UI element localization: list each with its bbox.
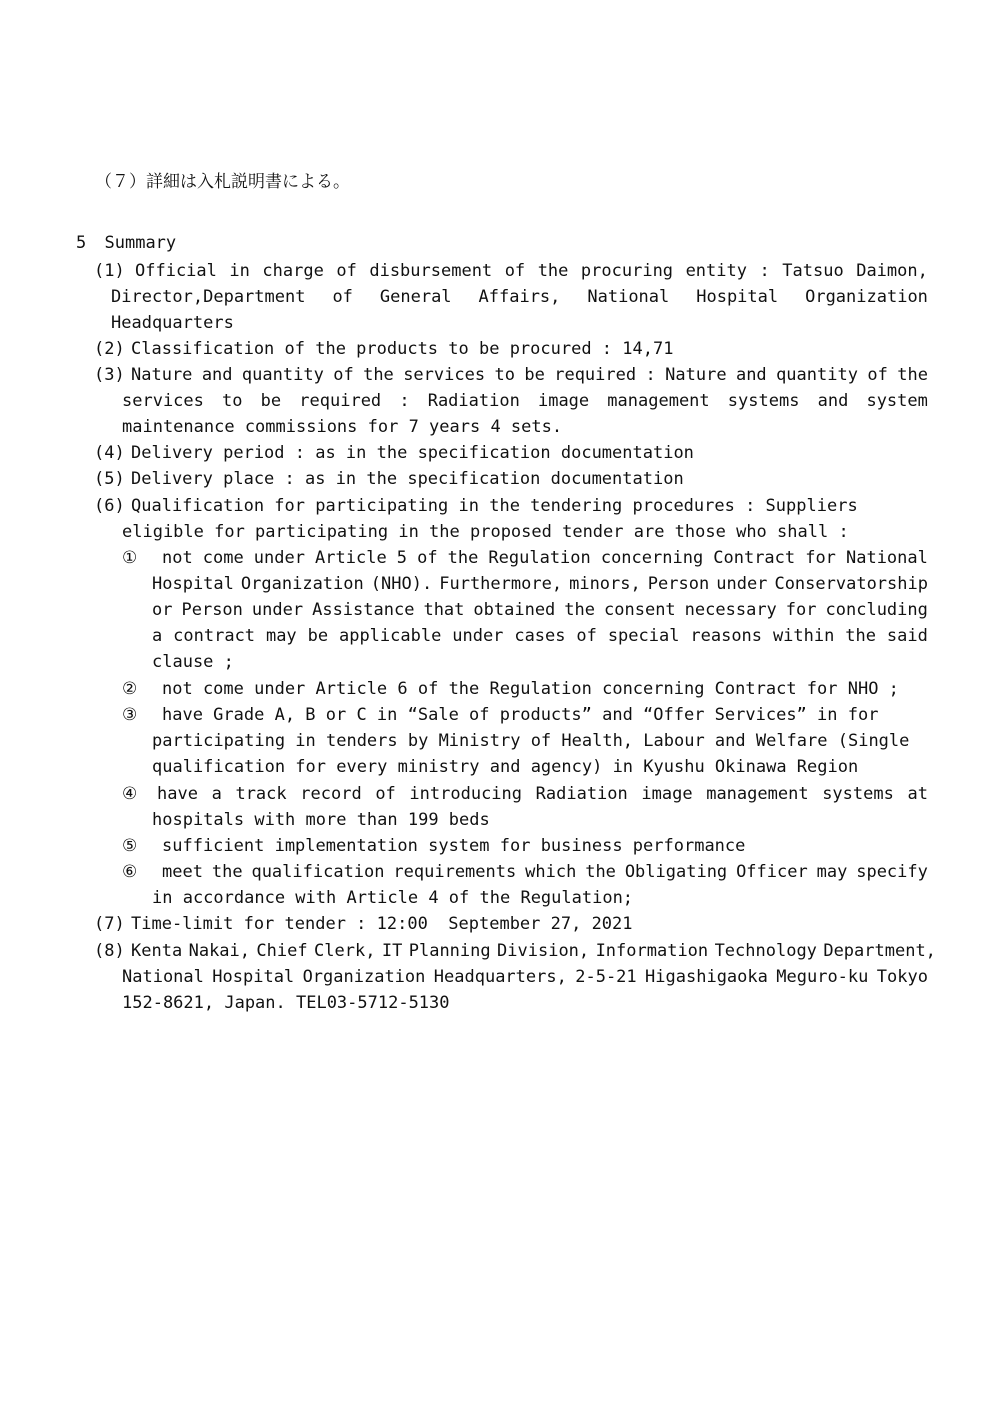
- word: introducing: [409, 784, 523, 804]
- sub-item-2-text: not come under Article 6 of the Regulation concerning Contract for NHO ;: [162, 679, 899, 699]
- word: Contract: [713, 548, 796, 568]
- word: obtained: [473, 600, 556, 620]
- word: the: [845, 626, 876, 646]
- sub-item-3-line-1: have Grade A, B or C in “Sale of products” and “Offer Services” in for: [162, 705, 879, 725]
- sub-item-3-line-3: qualification for every ministry and agency) in Kyushu Okinawa Region: [152, 757, 859, 777]
- section-heading: [76, 230, 1000, 256]
- word: National: [122, 967, 204, 987]
- word: Article: [315, 548, 387, 568]
- item-2-number: (2): [94, 339, 125, 359]
- word: necessary: [684, 600, 777, 620]
- word: Meguro-ku: [776, 967, 869, 987]
- word: under: [452, 626, 504, 646]
- word: Nature: [665, 365, 727, 385]
- word: National: [845, 548, 928, 568]
- word: of: [332, 287, 353, 307]
- word: Tokyo: [876, 967, 928, 987]
- word: Regulation: [488, 548, 591, 568]
- word: (NHO).: [370, 574, 433, 594]
- word: required: [554, 365, 637, 385]
- word: Tatsuo: [782, 261, 844, 281]
- word: the: [585, 862, 616, 882]
- word: Nakai,: [188, 941, 251, 961]
- word: for: [805, 548, 836, 568]
- word: Radiation: [427, 391, 520, 411]
- word: Radiation: [535, 784, 628, 804]
- word: qualification: [251, 862, 385, 882]
- word: come: [202, 548, 244, 568]
- word: may: [816, 862, 848, 882]
- word: the: [447, 548, 479, 568]
- word: General: [379, 287, 452, 307]
- word: under: [251, 600, 304, 620]
- word: Organization: [302, 967, 426, 987]
- word: Furthermore,: [439, 574, 563, 594]
- word: requirements: [393, 862, 517, 882]
- item-6-line-1: Qualification for participating in the tendering procedures : Suppliers: [131, 496, 858, 516]
- word: at: [907, 784, 928, 804]
- word: a: [211, 784, 222, 804]
- word: the: [211, 862, 243, 882]
- word: within: [772, 626, 835, 646]
- word: entity: [685, 261, 747, 281]
- word: of: [417, 548, 438, 568]
- word: to: [222, 391, 243, 411]
- word: not: [162, 548, 193, 568]
- word: Organization: [240, 574, 364, 594]
- sub-item-4-marker: ④: [122, 784, 138, 804]
- word: required: [299, 391, 382, 411]
- word: consent: [604, 600, 676, 620]
- word: Officer: [736, 862, 808, 882]
- word: Conservatorship: [774, 574, 928, 594]
- word: contract: [173, 626, 256, 646]
- item-8-number: (8): [94, 941, 125, 961]
- item-2-text: Classification of the products to be procured : 14,71: [131, 339, 674, 359]
- sub-item-1-line-2: [152, 571, 928, 597]
- word: 2-5-21: [575, 967, 637, 987]
- word: a: [152, 626, 163, 646]
- sub-item-6-line-1: [162, 859, 928, 885]
- word: :: [759, 261, 770, 281]
- item-1-number: (1): [94, 261, 125, 281]
- word: Affairs,: [478, 287, 561, 307]
- word: of: [867, 365, 888, 385]
- item-7-number: (7): [94, 914, 125, 934]
- word: Kenta: [131, 941, 183, 961]
- sub-item-5-text: sufficient implementation system for business performance: [162, 836, 746, 856]
- word: Obligating: [624, 862, 728, 882]
- item-3-line-3: maintenance commissions for 7 years 4 sets.: [122, 417, 563, 437]
- word: quantity: [241, 365, 324, 385]
- word: Headquarters,: [433, 967, 567, 987]
- word: and: [735, 365, 767, 385]
- word: Planning: [408, 941, 491, 961]
- word: of: [504, 261, 526, 281]
- word: have: [157, 784, 198, 804]
- word: minors,: [569, 574, 641, 594]
- word: Division,: [497, 941, 590, 961]
- word: disbursement: [369, 261, 493, 281]
- word: Person: [647, 574, 710, 594]
- item-5-text: Delivery place : as in the specification documentation: [131, 469, 684, 489]
- sub-item-5-marker: ⑤: [122, 836, 138, 856]
- word: which: [525, 862, 577, 882]
- item-3-line-1: [131, 362, 928, 388]
- word: IT: [381, 941, 403, 961]
- sub-item-4-line-2: hospitals with more than 199 beds: [152, 810, 490, 830]
- word: system: [866, 391, 928, 411]
- word: of: [336, 261, 357, 281]
- word: may: [265, 626, 297, 646]
- item-4-text: Delivery period : as in the specification documentation: [131, 443, 694, 463]
- word: quantity: [776, 365, 858, 385]
- word: Hospital: [696, 287, 779, 307]
- word: applicable: [338, 626, 442, 646]
- word: concerning: [600, 548, 704, 568]
- word: be: [524, 365, 545, 385]
- item-8-line-3: 152-8621, Japan. TEL03-5712-5130: [122, 993, 450, 1013]
- word: of: [576, 626, 597, 646]
- item-4-number: (4): [94, 443, 125, 463]
- word: management: [607, 391, 710, 411]
- item-1-line-3: Headquarters: [111, 313, 234, 333]
- item-5-number: (5): [94, 469, 125, 489]
- word: under: [716, 574, 768, 594]
- item-1-line-2: [111, 284, 928, 310]
- sub-item-6-line-2: in accordance with Article 4 of the Regulation;: [152, 888, 634, 908]
- word: Assistance: [312, 600, 415, 620]
- word: Hospital: [212, 967, 295, 987]
- section-title: Summary: [104, 233, 177, 253]
- section-number: 5: [76, 233, 87, 253]
- word: image: [641, 784, 693, 804]
- item-3-line-2: [122, 388, 928, 414]
- item-8-line-2: [122, 964, 928, 990]
- sub-item-1-line-3: [152, 597, 928, 623]
- word: Person: [181, 600, 243, 620]
- word: said: [886, 626, 928, 646]
- word: procuring: [580, 261, 674, 281]
- word: Department,: [823, 941, 936, 961]
- word: Daimon,: [856, 261, 928, 281]
- sub-item-1-line-1: [162, 545, 928, 571]
- word: record: [300, 784, 362, 804]
- item-6-number: (6): [94, 496, 125, 516]
- word: in: [229, 261, 250, 281]
- sub-item-6-marker: ⑥: [122, 862, 138, 882]
- word: of: [375, 784, 396, 804]
- word: that: [423, 600, 465, 620]
- word: Clerk,: [314, 941, 376, 961]
- word: Official: [135, 261, 217, 281]
- word: to: [494, 365, 515, 385]
- item-8-line-1: [131, 938, 936, 964]
- item-1-line-1: [135, 258, 928, 284]
- word: Organization: [805, 287, 928, 307]
- word: systems: [727, 391, 800, 411]
- sub-item-1-line-5: clause ;: [152, 652, 234, 672]
- word: Nature: [131, 365, 193, 385]
- word: reasons: [690, 626, 763, 646]
- word: image: [537, 391, 590, 411]
- sub-item-1-marker: ①: [122, 548, 138, 568]
- word: the: [537, 261, 569, 281]
- word: :: [399, 391, 410, 411]
- word: and: [817, 391, 849, 411]
- word: systems: [822, 784, 894, 804]
- word: special: [607, 626, 680, 646]
- item-6-line-2: eligible for participating in the proposed tender are those who shall :: [122, 522, 849, 542]
- word: Director,Department: [111, 287, 306, 307]
- item-3-number: (3): [94, 365, 125, 385]
- word: management: [706, 784, 809, 804]
- word: Higashigaoka: [645, 967, 768, 987]
- word: 5: [396, 548, 408, 568]
- word: services: [122, 391, 204, 411]
- word: concluding: [825, 600, 928, 620]
- word: Information: [595, 941, 709, 961]
- word: Chief: [256, 941, 308, 961]
- sub-item-4-line-1: [157, 781, 928, 807]
- word: of: [333, 365, 354, 385]
- word: charge: [262, 261, 324, 281]
- word: National: [587, 287, 670, 307]
- word: the: [363, 365, 394, 385]
- item-7-text: Time-limit for tender : 12:00 September 27, 2021: [131, 914, 633, 934]
- word: or: [152, 600, 173, 620]
- word: meet: [162, 862, 203, 882]
- word: under: [253, 548, 305, 568]
- word: Hospital: [152, 574, 234, 594]
- word: services: [403, 365, 486, 385]
- sub-item-3-line-2: participating in tenders by Ministry of Health, Labour and Welfare (Single: [152, 731, 910, 751]
- word: be: [260, 391, 282, 411]
- word: track: [235, 784, 287, 804]
- word: specify: [856, 862, 928, 882]
- word: cases: [514, 626, 566, 646]
- word: for: [785, 600, 817, 620]
- word: :: [645, 365, 656, 385]
- sub-item-2-marker: ②: [122, 679, 138, 699]
- word: the: [897, 365, 928, 385]
- word: be: [307, 626, 329, 646]
- word: Technology: [714, 941, 817, 961]
- sub-item-3-marker: ③: [122, 705, 138, 725]
- jp-detail-note: （７）詳細は入札説明書による。: [95, 172, 350, 192]
- word: and: [201, 365, 233, 385]
- word: the: [564, 600, 596, 620]
- sub-item-1-line-4: [152, 623, 928, 649]
